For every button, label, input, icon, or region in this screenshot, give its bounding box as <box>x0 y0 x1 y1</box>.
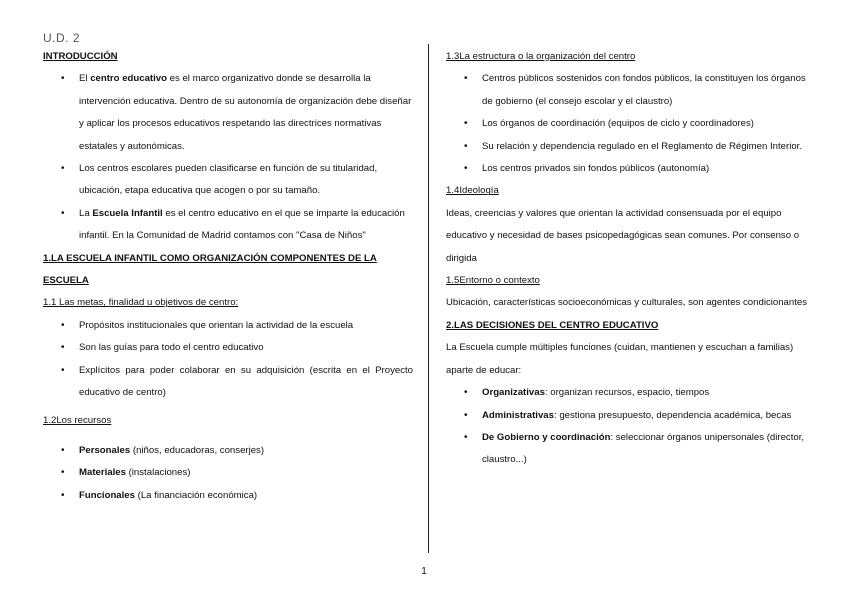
context-text: Ubicación, características socioeconómicas y culturales, son agentes condicionantes <box>446 297 808 309</box>
sub13-title: 1.3La estructura o la organización del centro <box>446 51 636 62</box>
intro-title: INTRODUCCIÓN <box>43 51 118 62</box>
list-item: • El centro educativo es el marco organizativo donde se desarrolla la intervención educativa. Dentro de su autonomía de organización debe diseñar y aplicar los procesos educativos respetando las directrices normativas estatales y autonómicas. <box>43 68 413 158</box>
list-item: • Explícitos para poder colaborar en su adquisición (escrita en el Proyecto educativo de centro) <box>43 360 413 405</box>
list-item: • Los órganos de coordinación (equipos de ciclo y coordinadores) <box>446 113 818 135</box>
decisions-list <box>446 382 818 472</box>
list-item: • Funcionales (La financiación económica) <box>43 485 413 507</box>
list-item: • Administrativas: gestiona presupuesto, dependencia académica, becas <box>446 405 818 427</box>
left-column <box>43 46 413 507</box>
sub15-title: 1.5Entorno o contexto <box>446 275 540 287</box>
sub14-title: 1.4Ideología <box>446 185 499 197</box>
list-item: • Organizativas: organizan recursos, espacio, tiempos <box>446 382 818 404</box>
list-item: • Su relación y dependencia regulado en el Reglamento de Régimen Interior. <box>446 136 818 158</box>
right-column <box>446 46 818 472</box>
column-divider <box>428 44 429 553</box>
list-item: • Son las guías para todo el centro educativo <box>43 337 413 359</box>
list-item: • Personales (niños, educadoras, conserjes) <box>43 440 413 462</box>
sub11-title: 1.1 Las metas, finalidad u objetivos de centro: <box>43 297 239 309</box>
structure-list <box>446 68 818 180</box>
unit-header: U.D. 2 <box>43 31 81 45</box>
resources-list <box>43 440 413 507</box>
section2-text: La Escuela cumple múltiples funciones (cuidan, mantienen y escuchan a familias) aparte de educar: <box>446 342 794 376</box>
goals-list <box>43 315 413 405</box>
page-number: 1 <box>421 566 427 577</box>
list-item: • La Escuela Infantil es el centro educativo en el que se imparte la educación infantil. En la Comunidad de Madrid contamos con "Casa de Niños" <box>43 203 413 248</box>
ideology-text: Ideas, creencias y valores que orientan la actividad consensuada por el equipo educativo y necesidad de bases psicopedagógicas sean comunes. Por consenso o dirigida <box>446 207 800 264</box>
list-item: • Los centros escolares pueden clasificarse en función de su titularidad, ubicación, etapa educativa que acogen o por su tamaño. <box>43 158 413 203</box>
section2-title: 2.LAS DECISIONES DEL CENTRO EDUCATIVO <box>446 319 659 331</box>
section1-title: 1.LA ESCUELA INFANTIL COMO ORGANIZACIÓN COMPONENTES DE LA ESCUELA <box>43 252 377 287</box>
list-item: • Los centros privados sin fondos públicos (autonomía) <box>446 158 818 180</box>
list-item: • Centros públicos sostenidos con fondos públicos, la constituyen los órganos de gobierno (el consejo escolar y el claustro) <box>446 68 818 113</box>
list-item: • Materiales (instalaciones) <box>43 462 413 484</box>
intro-list <box>43 68 413 247</box>
sub12-title: 1.2Los recursos <box>43 414 112 426</box>
list-item: • De Gobierno y coordinación: seleccionar órganos unipersonales (director, claustro...) <box>446 427 818 472</box>
list-item: • Propósitos institucionales que orientan la actividad de la escuela <box>43 315 413 337</box>
